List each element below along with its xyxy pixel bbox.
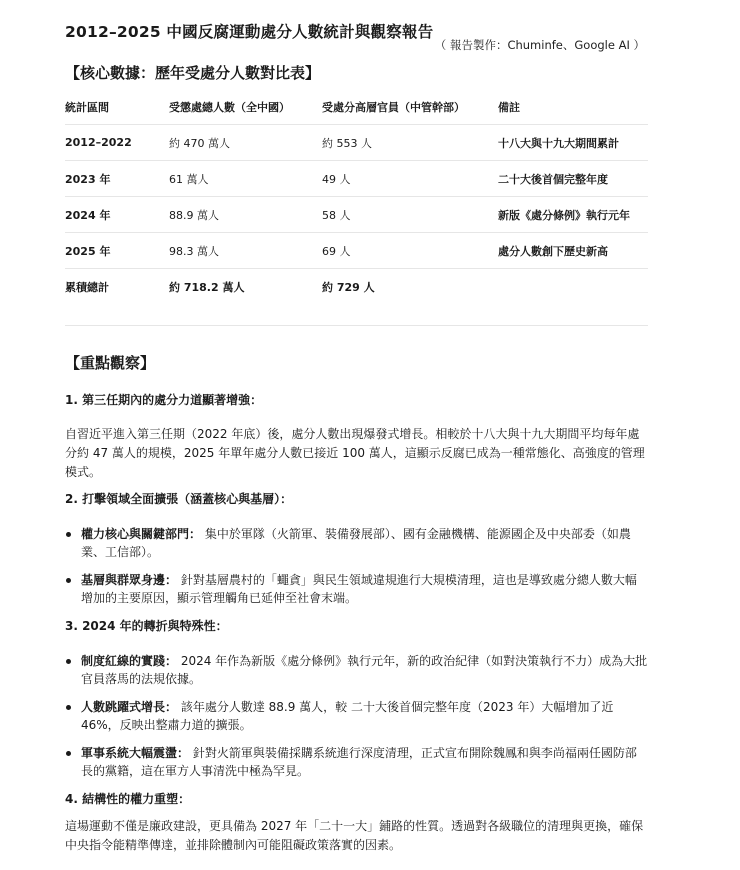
bullet-icon [66, 532, 71, 537]
cell-period: 2025 年 [65, 233, 169, 269]
cell-period: 累積總計 [65, 280, 109, 294]
observation-heading: 2. 打擊領域全面擴張（涵蓋核心與基層）： [65, 492, 293, 506]
cell-remark: 新版《處分條例》執行元年 [498, 197, 648, 233]
list-item [65, 744, 648, 780]
header-senior-officials: 受處分高層官員（中管幹部） [322, 90, 498, 125]
observation-2 [65, 490, 648, 607]
cell-remark: 二十大後首個完整年度 [498, 161, 648, 197]
bullet-label: 制度紅線的實踐： [81, 654, 178, 668]
observation-heading: 1. 第三任期內的處分力道顯著增強： [65, 393, 263, 407]
list-item [65, 525, 648, 561]
cell-total: 88.9 萬人 [169, 197, 322, 233]
observation-heading: 3. 2024 年的轉折與特殊性： [65, 619, 228, 633]
bullet-label: 人數跳躍式增長： [81, 700, 178, 714]
observations-heading: 【重點觀察】 [65, 354, 156, 372]
producer-credit: （ 報告製作：Chuminfe、Google AI ） [434, 38, 645, 52]
bullet-text: 針對基層農村的「蠅貪」與民生領域違規進行大規模清理，這也是導致處分總人數大幅增加的主要原因，顯示管理觸角已延伸至社會末端。 [81, 573, 637, 605]
stats-table [65, 90, 648, 304]
bullet-label: 軍事系統大幅震盪： [81, 746, 190, 760]
bullet-icon [66, 659, 71, 664]
cell-remark: 十八大與十九大期間累計 [498, 125, 648, 161]
section-divider [65, 325, 648, 326]
cell-total: 98.3 萬人 [169, 233, 322, 269]
table-total-row [65, 269, 648, 305]
cell-remark [498, 269, 648, 305]
observation-1 [65, 391, 648, 482]
core-data-heading: 【核心數據：歷年受處分人數對比表】 [65, 64, 321, 82]
observation-heading: 4. 結構性的權力重塑： [65, 792, 191, 806]
cell-total: 約 718.2 萬人 [169, 280, 245, 294]
cell-senior: 58 人 [322, 197, 498, 233]
header-remarks: 備註 [498, 90, 648, 125]
cell-senior: 69 人 [322, 233, 498, 269]
bullet-icon [66, 578, 71, 583]
cell-period: 2024 年 [65, 197, 169, 233]
bullet-icon [66, 705, 71, 710]
cell-senior: 約 553 人 [322, 125, 498, 161]
table-row [65, 233, 648, 269]
cell-remark: 處分人數創下歷史新高 [498, 233, 648, 269]
table-row [65, 125, 648, 161]
table-row [65, 197, 648, 233]
bullet-label: 基層與群眾身邊： [81, 573, 178, 587]
cell-senior: 約 729 人 [322, 280, 375, 294]
report-title: 2012–2025 中國反腐運動處分人數統計與觀察報告 [65, 23, 434, 41]
bullet-text: 針對火箭軍與裝備採購系統進行深度清理，正式宣布開除魏鳳和與李尚福兩任國防部長的黨籍，這在軍方人事清洗中極為罕見。 [81, 746, 637, 778]
observation-body: 這場運動不僅是廉政建設，更具備為 2027 年「二十一大」鋪路的性質。透過對各級職位的清理與更換，確保中央指令能精準傳達，並排除體制內可能阻礙政策落實的因素。 [65, 819, 644, 852]
bullet-text: 2024 年作為新版《處分條例》執行元年，新的政治紀律（如對決策執行不力）成為大批官員落馬的法規依據。 [81, 654, 648, 686]
bullet-text: 該年處分人數達 88.9 萬人，較 二十大後首個完整年度（2023 年）大幅增加了近 46%，反映出整肅力道的擴張。 [81, 700, 614, 732]
list-item [65, 698, 648, 734]
bullet-label: 權力核心與關鍵部門： [81, 527, 202, 541]
table-header-row [65, 90, 648, 125]
header-period: 統計區間 [65, 90, 169, 125]
header-total-punished: 受懲處總人數（全中國） [169, 90, 322, 125]
bullet-text: 集中於軍隊（火箭軍、裝備發展部）、國有金融機構、能源國企及中央部委（如農業、工信部）。 [81, 527, 631, 559]
observation-body: 自習近平進入第三任期（2022 年底）後，處分人數出現爆發式增長。相較於十八大與十九大期間平均每年處分約 47 萬人的規模，2025 年單年處分人數已接近 100 萬人，這顯示反腐已成為一種常態化、高強度的管理模式。 [65, 427, 645, 479]
cell-total: 約 470 萬人 [169, 125, 322, 161]
cell-period: 2012–2022 [65, 125, 169, 161]
bullet-icon [66, 751, 71, 756]
list-item [65, 652, 648, 688]
cell-senior: 49 人 [322, 161, 498, 197]
table-row [65, 161, 648, 197]
cell-period: 2023 年 [65, 161, 169, 197]
cell-total: 61 萬人 [169, 161, 322, 197]
observation-4 [65, 790, 648, 855]
list-item [65, 571, 648, 607]
observation-3 [65, 617, 648, 780]
